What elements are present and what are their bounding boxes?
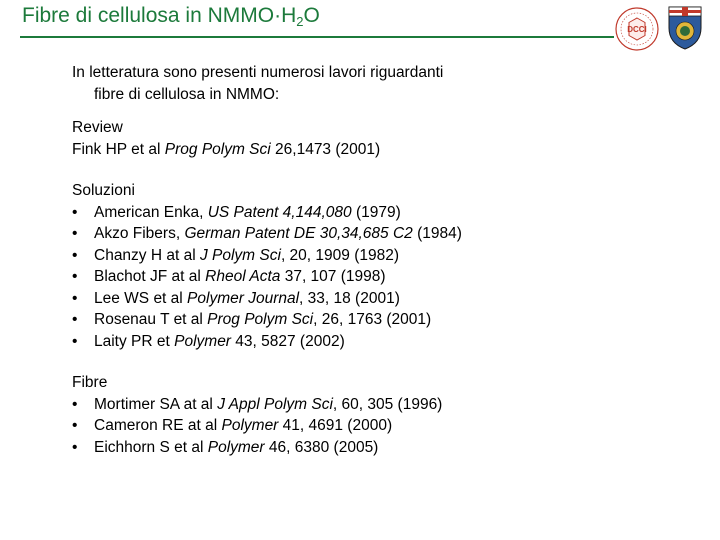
list-item-text (94, 437, 378, 459)
item-authors: American Enka, (94, 203, 208, 221)
item-authors: Laity PR et (94, 332, 175, 350)
item-details: , 26, 1763 (2001) (313, 311, 432, 328)
list-item (72, 223, 682, 245)
title-subscript: 2 (296, 14, 304, 29)
list-item (72, 415, 682, 437)
bullet-glyph: • (72, 225, 78, 242)
item-journal: Polymer (207, 438, 265, 456)
dcci-logo (614, 6, 660, 52)
item-authors: Akzo Fibers, (94, 225, 185, 242)
review-journal: Prog Polym Sci (164, 140, 271, 158)
item-details: (1979) (351, 203, 401, 221)
list-item (72, 331, 682, 353)
item-details: 46, 6380 (2005) (264, 438, 379, 456)
bullet-glyph: • (72, 289, 78, 307)
dcci-logo-text: DCCI (627, 25, 647, 34)
list-item-text (94, 245, 399, 267)
review-section (72, 117, 682, 160)
intro-line-2: fibre di cellulosa in NMMO: (94, 85, 280, 103)
university-crest-logo (666, 4, 704, 50)
list-item-text (94, 309, 431, 331)
item-journal: US Patent 4,144,080 (207, 203, 352, 221)
item-journal: Polymer (174, 332, 231, 350)
item-journal: Polymer Journal (187, 289, 300, 307)
item-journal: J Appl Polym Sci (217, 395, 333, 413)
item-details: 41, 4691 (2000) (278, 417, 393, 434)
list-item-text (94, 415, 392, 437)
item-authors: Cameron RE at al (94, 417, 222, 434)
item-journal: Polymer (221, 417, 279, 434)
review-entry (72, 139, 682, 161)
item-authors: Mortimer SA at al (94, 395, 218, 413)
item-details: , 20, 1909 (1982) (280, 246, 399, 264)
list-item (72, 266, 682, 288)
bullet-glyph: • (72, 395, 78, 413)
item-journal: Rheol Acta (205, 268, 281, 285)
soluzioni-heading: Soluzioni (72, 182, 135, 199)
item-authors: Blachot JF at al (94, 268, 206, 285)
list-item (72, 437, 682, 459)
list-item-text (94, 288, 400, 310)
list-item-text (94, 394, 442, 416)
fibre-section (72, 372, 682, 458)
item-details: 37, 107 (1998) (280, 268, 386, 285)
intro-line-1: In letteratura sono presenti numerosi lavori riguardanti (72, 64, 444, 81)
bullet-glyph: • (72, 203, 78, 221)
title-suffix: O (303, 4, 320, 27)
title-prefix: Fibre di cellulosa in NMMO·H (22, 4, 297, 27)
fibre-heading: Fibre (72, 374, 108, 391)
list-item-text (94, 223, 462, 245)
list-item-text (94, 202, 401, 224)
list-item (72, 309, 682, 331)
soluzioni-section (72, 180, 682, 352)
item-details: , 60, 305 (1996) (332, 395, 443, 413)
review-heading: Review (72, 119, 123, 136)
list-item-text (94, 331, 345, 353)
intro-paragraph (72, 62, 682, 105)
item-details: , 33, 18 (2001) (299, 289, 400, 307)
item-authors: Rosenau T et al (94, 311, 208, 328)
item-details: 43, 5827 (2002) (230, 332, 345, 350)
list-item (72, 202, 682, 224)
bullet-glyph: • (72, 311, 78, 328)
item-authors: Chanzy H at al (94, 246, 200, 264)
list-item-text (94, 266, 386, 288)
list-item (72, 245, 682, 267)
slide-title (22, 4, 320, 28)
item-authors: Lee WS et al (94, 289, 188, 307)
item-journal: German Patent DE 30,34,685 C2 (184, 225, 413, 242)
bullet-glyph: • (72, 268, 78, 285)
item-details: (1984) (412, 225, 462, 242)
bullet-glyph: • (72, 417, 78, 434)
item-journal: J Polym Sci (199, 246, 281, 264)
bullet-glyph: • (72, 438, 78, 456)
bullet-glyph: • (72, 246, 78, 264)
review-authors: Fink HP et al (72, 140, 165, 158)
review-details: 26,1473 (2001) (270, 140, 381, 158)
item-authors: Eichhorn S et al (94, 438, 208, 456)
title-underline (20, 36, 614, 38)
list-item (72, 394, 682, 416)
slide-body (72, 62, 682, 478)
list-item (72, 288, 682, 310)
bullet-glyph: • (72, 332, 78, 350)
item-journal: Prog Polym Sci (207, 311, 314, 328)
